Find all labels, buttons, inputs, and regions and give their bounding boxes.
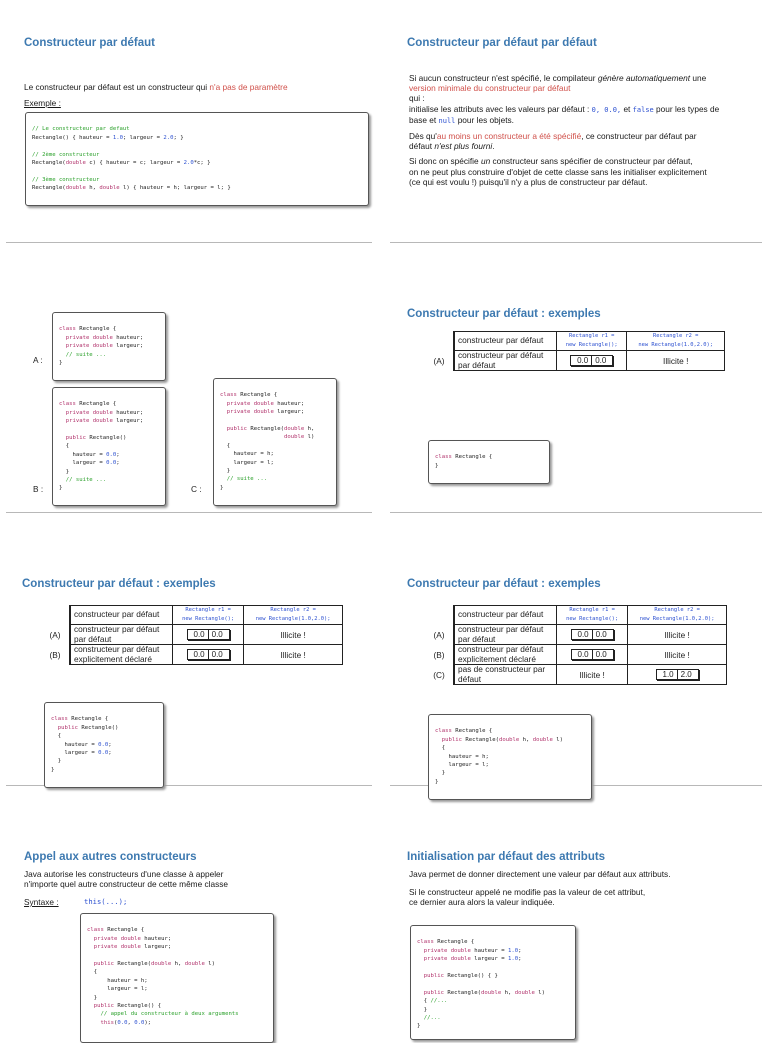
code-line: private double largeur; <box>226 409 305 416</box>
code-line: class Rectangle { <box>51 716 109 723</box>
code-line: //... <box>417 1014 441 1021</box>
code-line: public Rectangle(double h, <box>226 425 315 432</box>
slide-text <box>24 82 364 92</box>
header-r1: Rectangle r1 = new Rectangle(); <box>557 332 627 351</box>
code-line: class Rectangle { <box>220 392 278 399</box>
slide-title: Constructeur par défaut par défaut <box>407 37 597 49</box>
code-line: class Rectangle { <box>435 728 493 735</box>
code-line: largeur = l; <box>220 459 274 466</box>
code-line: private double hauteur; <box>65 409 144 416</box>
code-line: public Rectangle(double h, double l) <box>93 960 216 967</box>
code-line: { //... <box>417 998 448 1005</box>
slide-title: Constructeur par défaut : exemples <box>407 578 601 590</box>
code-line: double l) <box>284 434 315 441</box>
table-row: (A) constructeur par défaut par défaut 0.0 0.0 Illicite ! <box>425 625 727 645</box>
code-block <box>25 112 369 206</box>
code-block <box>410 925 576 1040</box>
code-block-c <box>213 378 337 506</box>
code-line: } <box>59 468 70 475</box>
code-line: hauteur = h; <box>87 977 148 984</box>
code-line: } <box>220 484 224 491</box>
code-line: } <box>435 778 439 785</box>
code-line: { <box>87 969 98 976</box>
label-a: A : <box>33 355 43 365</box>
table-row: (B) constructeur par défaut explicitement déclaré 0.0 0.0 Illicite ! <box>41 645 343 665</box>
code-line: public Rectangle() <box>57 724 119 731</box>
slide-separator <box>6 242 372 243</box>
table-row: (A) constructeur par défaut par défaut 0.0 0.0 Illicite ! <box>425 351 725 371</box>
examples-table: constructeur par défaut Rectangle r1 = new Rectangle(); Rectangle r2 = new Rectangle(1.0,2.0); (A) constructeur par défaut par défaut 0.0 0.0 Illicite ! (B) constructeur par défaut explicitement déclaré 0.0 0.0 Illicite ! (C) pas de constructeur par défaut Illicite ! 1.0 2.0 <box>425 605 727 685</box>
code-line: { <box>435 745 446 752</box>
code-line: // appel du constructeur à deux arguments <box>87 1011 239 1018</box>
code-line: Rectangle(double h, double l) { hauteur = h; largeur = l; } <box>32 185 231 192</box>
slide-text: Java permet de donner directement une valeur par défaut aux attributs. Si le constructeur appelé ne modifie pas la valeur de cet attribut, ce dernier aura alors la valeur indiquée. <box>409 869 671 908</box>
slide-separator <box>390 512 762 513</box>
code-line: public Rectangle() { <box>93 1002 162 1009</box>
slide-title: Constructeur par défaut : exemples <box>22 578 216 590</box>
table-row: (A) constructeur par défaut par défaut 0.0 0.0 Illicite ! <box>41 625 343 645</box>
code-line: largeur = 0.0; <box>59 460 120 467</box>
code-line: // Le constructeur par defaut <box>32 126 130 133</box>
code-line: } <box>417 1006 428 1013</box>
code-line: hauteur = h; <box>435 753 489 760</box>
code-line: class Rectangle { <box>59 401 117 408</box>
label-c: C : <box>191 484 202 494</box>
code-line: private double largeur = 1.0; <box>423 956 522 963</box>
code-line: private double hauteur; <box>65 334 144 341</box>
code-line: } <box>51 758 62 765</box>
slide-separator <box>6 512 372 513</box>
code-line: Rectangle() { hauteur = 1.0; largeur = 2.0; } <box>32 134 184 141</box>
code-line: largeur = l; <box>87 986 148 993</box>
code-line: class Rectangle { <box>417 939 475 946</box>
code-line: class Rectangle { <box>435 454 493 461</box>
slide-title: Appel aux autres constructeurs <box>24 851 197 863</box>
code-line: private double hauteur = 1.0; <box>423 947 522 954</box>
code-line: private double largeur; <box>93 944 172 951</box>
label-b: B : <box>33 484 44 494</box>
code-line: hauteur = 0.0; <box>51 741 112 748</box>
code-line: hauteur = h; <box>220 451 274 458</box>
code-line: private double largeur; <box>65 418 144 425</box>
code-line: public Rectangle() <box>65 434 127 441</box>
code-line: Rectangle(double c) { hauteur = c; largeur = 2.0*c; } <box>32 159 211 166</box>
code-line: } <box>417 1023 421 1030</box>
example-label: Exemple : <box>24 98 61 108</box>
code-line: // 2ème constructeur <box>32 151 100 158</box>
code-line: } <box>435 770 446 777</box>
code-line: public Rectangle(double h, double l) <box>423 989 546 996</box>
code-line: } <box>59 359 63 366</box>
code-line: class Rectangle { <box>59 326 117 333</box>
code-line: { <box>220 442 231 449</box>
code-line: { <box>59 443 70 450</box>
code-line: } <box>51 766 55 773</box>
code-line: public Rectangle(double h, double l) <box>441 736 564 743</box>
intro-highlight: n'a pas de paramètre <box>209 82 288 92</box>
code-line: private double hauteur; <box>226 400 305 407</box>
slide-separator <box>390 242 762 243</box>
code-line: } <box>435 462 439 469</box>
code-block <box>428 714 592 800</box>
slide-title: Constructeur par défaut <box>24 37 155 49</box>
code-line: private double hauteur; <box>93 935 172 942</box>
examples-table: constructeur par défaut Rectangle r1 = new Rectangle(); Rectangle r2 = new Rectangle(1.0,2.0); (A) constructeur par défaut par défaut 0.0 0.0 Illicite ! (B) constructeur par défaut explicitement déclaré 0.0 0.0 Illicite ! <box>41 605 343 665</box>
code-block-a <box>52 312 166 381</box>
code-line: // suite ... <box>59 476 107 483</box>
code-line: largeur = l; <box>435 761 489 768</box>
table-row: (B) constructeur par défaut explicitement déclaré 0.0 0.0 Illicite ! <box>425 645 727 665</box>
value-box: 0.0 0.0 <box>570 355 613 366</box>
slide-title: Initialisation par défaut des attributs <box>407 851 606 863</box>
code-line: // 3ème constructeur <box>32 176 100 183</box>
code-line: } <box>59 485 63 492</box>
code-block <box>428 440 550 484</box>
code-line: largeur = 0.0; <box>51 749 112 756</box>
table-row: (C) pas de constructeur par défaut Illicite ! 1.0 2.0 <box>425 665 727 685</box>
slide-text: Java autorise les constructeurs d'une classe à appeler n'importe quel autre constructeur de cette même classe <box>24 869 229 890</box>
code-line: // suite ... <box>220 476 268 483</box>
slide-text: Si aucun constructeur n'est spécifié, le compilateur génère automatiquement une version minimale du constructeur par défaut qui : initialise les attributs avec les valeurs par défaut : 0, 0.0, et false pour les types de base et null pour les objets. Dès qu'au moins un constructeur a été spécifié, ce constructeur par défaut par défaut n'est plus fourni. Si donc on spécifie un constructeur sans spécifier de constructeur par défaut, on ne peut plus construire d'objet de cette classe sans les initialiser explicitement (ce qui est voulu !) puisqu'il n'y a plus de constructeur par défaut. <box>409 73 720 187</box>
code-line: this(0.0, 0.0); <box>100 1019 152 1026</box>
code-line: private double largeur; <box>65 343 144 350</box>
code-line: // suite ... <box>59 351 107 358</box>
code-block-b <box>52 387 166 506</box>
syntax-code: this(...); <box>84 897 128 906</box>
code-line: class Rectangle { <box>87 927 145 934</box>
examples-table <box>425 331 725 371</box>
header-r2: Rectangle r2 = new Rectangle(1.0,2.0); <box>627 332 725 351</box>
code-line: } <box>220 467 231 474</box>
code-line: } <box>87 994 98 1001</box>
syntax-label: Syntaxe : <box>24 897 59 907</box>
slide-title: Constructeur par défaut : exemples <box>407 308 601 320</box>
code-line: public Rectangle() { } <box>423 972 498 979</box>
code-block <box>44 702 164 788</box>
header-constructor: constructeur par défaut <box>454 332 557 351</box>
code-line: { <box>51 733 62 740</box>
code-line: hauteur = 0.0; <box>59 451 120 458</box>
intro-text: Le constructeur par défaut est un constructeur qui <box>24 82 210 92</box>
